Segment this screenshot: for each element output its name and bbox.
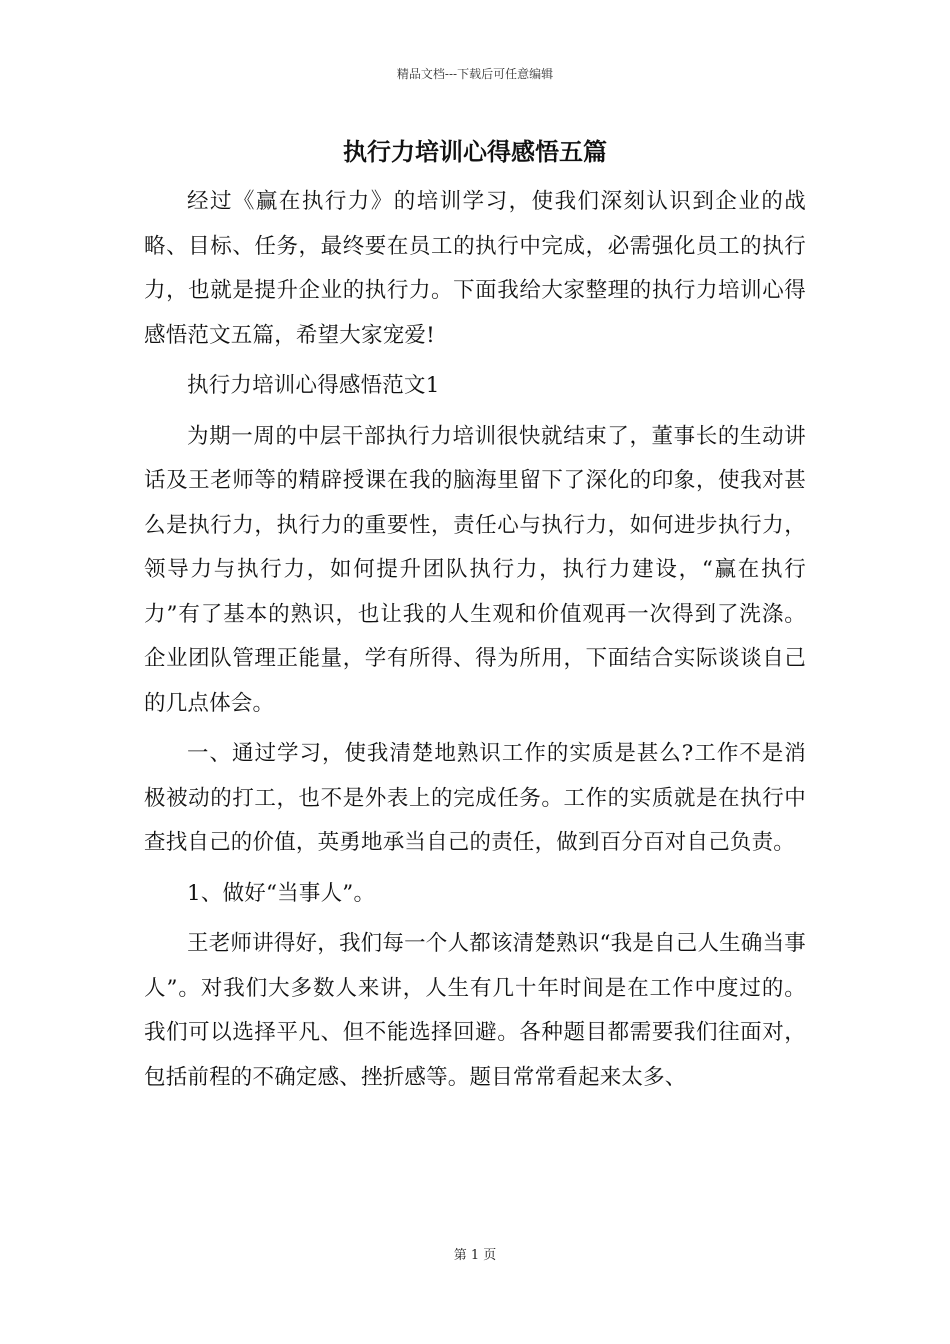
- page-header: 精品文档---下载后可任意编辑: [396, 67, 554, 81]
- body-paragraph: 王老师讲得好，我们每一个人都该清楚熟识“我是自己人生确当事人”。对我们大多数人来讲，人生有几十年时间是在工作中度过的。我们可以选择平凡、但不能选择回避。各种题目都需要我们往面对，包括前程的不确定感、挫折感等。题目常常看起来太多、: [144, 931, 806, 1090]
- document-title: 执行力培训心得感悟五篇: [343, 137, 607, 166]
- intro-paragraph: 经过《赢在执行力》的培训学习，使我们深刻认识到企业的战略、目标、任务，最终要在员工的执行中完成，必需强化员工的执行力，也就是提升企业的执行力。下面我给大家整理的执行力培训心得感悟范文五篇，希望大家宠爱!: [144, 189, 806, 348]
- document-body: [144, 180, 806, 1106]
- body-paragraph: 一、通过学习，使我清楚地熟识工作的实质是甚么?工作不是消极被动的打工，也不是外表上的完成任务。工作的实质就是在执行中查找自己的价值，英勇地承当自己的责任，做到百分百对自己负责。: [144, 741, 806, 855]
- section-heading-sample-1: 执行力培训心得感悟范文1: [187, 373, 440, 398]
- subheading-point-1: 1、做好“当事人”。: [187, 880, 376, 906]
- body-paragraph: 为期一周的中层干部执行力培训很快就结束了，董事长的生动讲话及王老师等的精辟授课在我的脑海里留下了深化的印象，使我对甚么是执行力，执行力的重要性，责任心与执行力，如何进步执行力，领导力与执行力，如何提升团队执行力，执行力建设，“赢在执行力”有了基本的熟识，也让我的人生观和价值观再一次得到了洗涤。企业团队管理正能量，学有所得、得为所用，下面结合实际谈谈自己的几点体会。: [144, 423, 806, 716]
- page-number: 第 1 页: [453, 1248, 497, 1263]
